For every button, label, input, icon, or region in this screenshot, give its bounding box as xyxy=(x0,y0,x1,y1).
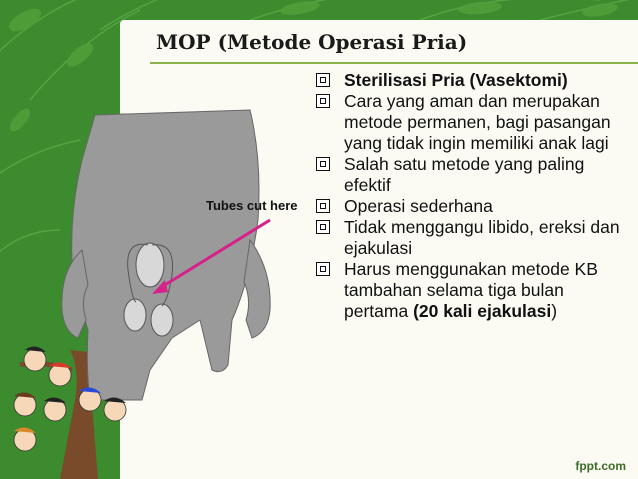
bullet-text: Tidak menggangu libido, ereksi dan ejakulasi xyxy=(344,217,620,258)
bullet-list xyxy=(316,70,632,322)
bullet-text: (20 kali ejakulasi xyxy=(413,301,552,321)
left-hand xyxy=(62,250,88,338)
title-underline xyxy=(150,62,638,64)
square-bullet-icon xyxy=(316,73,330,87)
bullet-text: Cara yang aman dan merupakan metode permanen, bagi pasangan yang tidak ingin memiliki anak lagi xyxy=(344,91,611,153)
footer-logo: fppt.com xyxy=(575,459,626,473)
square-bullet-icon xyxy=(316,220,330,234)
callout-label: Tubes cut here xyxy=(206,198,298,213)
bullet-item xyxy=(316,154,632,196)
bullet-item xyxy=(316,70,632,91)
body-silhouette xyxy=(72,110,259,400)
bullet-item xyxy=(316,217,632,259)
bullet-text: Salah satu metode yang paling efektif xyxy=(344,154,585,195)
bullet-text: Harus menggunakan metode KB tambahan selama tiga bulan pertama xyxy=(344,259,598,321)
right-hand xyxy=(244,240,270,338)
bullet-text: ) xyxy=(551,301,558,321)
bullet-item xyxy=(316,196,632,217)
square-bullet-icon xyxy=(316,157,330,171)
square-bullet-icon xyxy=(316,199,330,213)
slide-title: MOP (Metode Operasi Pria) xyxy=(156,30,468,54)
square-bullet-icon xyxy=(316,94,330,108)
bullet-item xyxy=(316,259,632,322)
bullet-text: Operasi sederhana xyxy=(344,196,493,216)
square-bullet-icon xyxy=(316,262,330,276)
anatomy-illustration xyxy=(0,70,320,479)
bullet-item xyxy=(316,91,632,154)
bullet-text: Sterilisasi Pria (Vasektomi) xyxy=(344,70,568,90)
